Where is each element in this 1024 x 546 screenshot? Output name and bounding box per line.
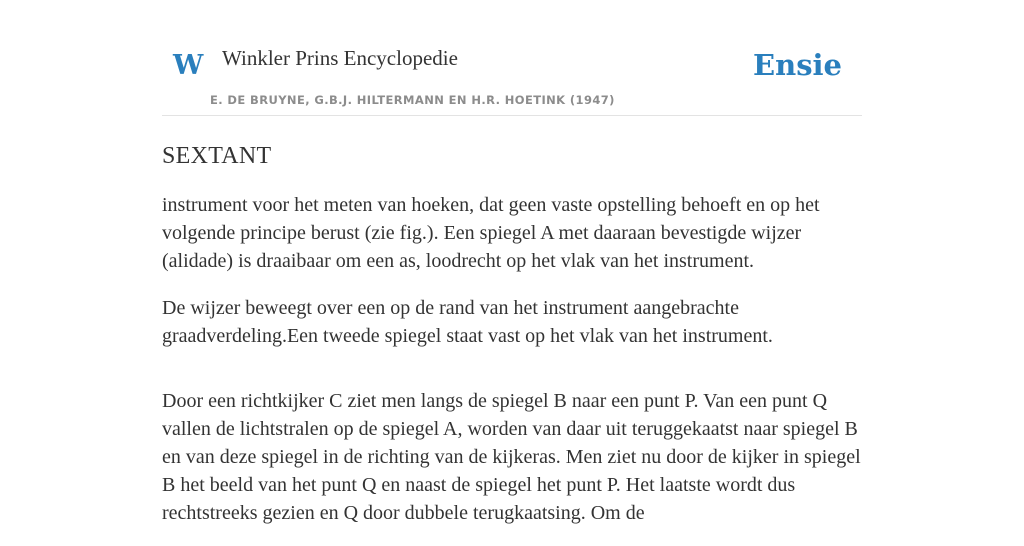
site-title[interactable]: Winkler Prins Encyclopedie xyxy=(222,46,458,70)
ensie-logo[interactable]: Ensie xyxy=(753,48,842,82)
source-authors: E. DE BRUYNE, G.B.J. HILTERMANN EN H.R. HOETINK (1947) xyxy=(210,93,615,107)
winkler-prins-logo[interactable]: W xyxy=(173,50,204,81)
entry-paragraph: Door een richtkijker C ziet men langs de spiegel B naar een punt P. Van een punt Q vallen de lichtstralen op de spiegel A, worden van daar uit teruggekaatst naar spiegel B en van deze spiegel in de richting van de kijkeras. Men ziet nu door de kijker in spiegel B het beeld van het punt Q en naast de spiegel het punt P. Het laatste wordt dus rechtstreeks gezien en Q door dubbele terugkaatsing. Om de xyxy=(162,389,861,524)
entry-paragraph: instrument voor het meten van hoeken, dat geen vaste opstelling behoeft en op het volgende principe berust (zie fig.). Een spiegel A met daaraan bevestigde wijzer (alidade) is draaibaar om een as, loodrecht op het vlak van het instrument. xyxy=(162,193,820,272)
entry-body xyxy=(162,191,862,527)
entry-paragraph: De wijzer beweegt over een op de rand van het instrument aangebrachte graadverdeling.Een tweede spiegel staat vast op het vlak van het instrument. xyxy=(162,296,773,347)
site-header xyxy=(162,0,862,116)
page-container xyxy=(162,0,862,546)
entry-title: SEXTANT xyxy=(162,143,272,169)
